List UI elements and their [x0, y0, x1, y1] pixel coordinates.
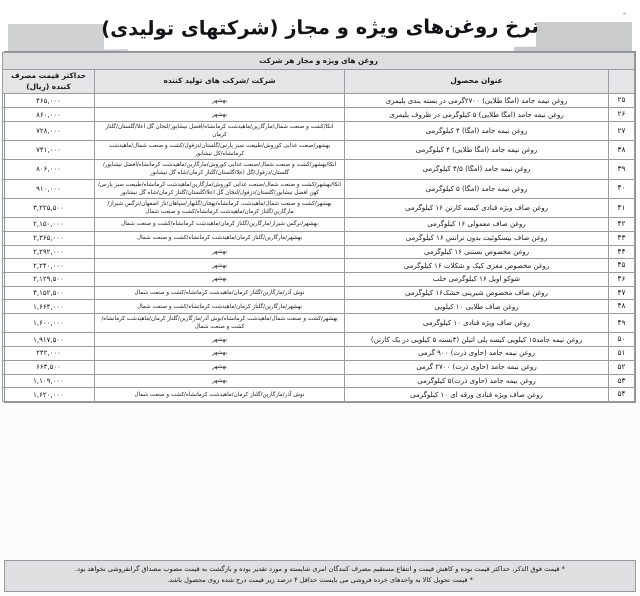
table-row	[3, 360, 635, 374]
row-price: ۷۲۸,۰۰۰	[3, 121, 95, 140]
scan-speck	[623, 12, 626, 15]
row-product-name: روغن نیمه جامد (حاوی ذرت)۵ کیلوگرمی	[345, 374, 609, 388]
row-price: ۸۶۰,۰۰۰	[3, 108, 95, 122]
table-row	[3, 108, 635, 122]
table-row	[3, 160, 635, 179]
table-row	[3, 141, 635, 160]
row-index: ۲۷	[609, 121, 635, 140]
table-row	[3, 198, 635, 217]
table-row	[3, 388, 635, 402]
row-product-name: روغن صاف بیسکوئیت بدون ترانس ۱۶ کیلوگرمی	[345, 231, 609, 245]
footer-note-2: * قیمت تحویل کالا به واحدهای خرده فروشی می بایست حداقل ۴ درصد زیر قیمت درج شده روی محصول باشد.	[167, 576, 473, 585]
row-company-list: انکا/کشت و صنعت شمال/مارگارین/ماهیدشت کرمانشاه/افضل نیشابور/لنجان گل اعلا/گلستان/گلناز کرمان	[95, 121, 345, 140]
row-product-name: روغن نیمه جامد (حاوی ذرت) ۹۰۰ گرمی	[345, 347, 609, 361]
footer-notes	[4, 560, 636, 592]
row-company-list: بهشهر/مارگارین/گلناز کرمان/ماهیدشت کرمانشاه/کشت و صنعت شمال	[95, 300, 345, 314]
row-price: ۷۴۱,۰۰۰	[3, 141, 95, 160]
row-product-name: روغن صاف ویژه قنادی کیسه کارتن ۱۶ کیلوگرمی	[345, 198, 609, 217]
table-row	[3, 272, 635, 286]
row-index: ۲۶	[609, 108, 635, 122]
row-product-name: روغن صاف معمولی ۱۶ کیلوگرمی	[345, 218, 609, 232]
row-company-list: بهشهر	[95, 347, 345, 361]
column-header-price: حداکثر قیمت مصرف کننده (ریال)	[3, 70, 95, 94]
row-product-name: روغن نیمه جامد (امگا طلایی) ۲۷۰۰گرمی در بسته بندی پلیمری	[345, 94, 609, 108]
row-index: ۴۹	[609, 314, 635, 333]
price-table	[2, 52, 635, 402]
row-price: ۳,۲۲۵,۵۰۰	[3, 198, 95, 217]
row-price: ۱,۱۰۹,۰۰۰	[3, 374, 95, 388]
row-company-list: بهشهر/مارگارین/گلناز کرمان/ماهیدشت کرمانشاه/کشت و صنعت شمال	[95, 231, 345, 245]
row-product-name: روغن نیمه جامد۱۵ کیلویی کیسه پلی اتیلن (۳بسته ۵ کیلویی در یک کارتن)	[345, 333, 609, 347]
column-header-company: شرکت /شرکت های تولید کننده	[95, 70, 345, 94]
row-product-name: روغن نیمه جامد (امگا) ۵ کیلوگرمی	[345, 179, 609, 198]
row-index: ۵۱	[609, 347, 635, 361]
row-price: ۱,۶۶۴,۰۰۰	[3, 300, 95, 314]
row-product-name: روغن صاف ویژه قنادی ورقه ای ۱۰ کیلوگرمی	[345, 388, 609, 402]
row-company-list: بهشهر/کشت و صنعت شمال/ماهیدشت کرمانشاه/بهجان/گلبهار/سپاهان/ناز اصفهان/نرگس شیراز/مارگارین/گلناز کرمان/ماهیدشت کرمانشاه/کشت و صنعت شمال	[95, 198, 345, 217]
footer-note-1: * قیمت فوق الذکر، حداکثر قیمت بوده و کاهش قیمت و انتفاع مستقیم مصرف کنندگان امری شایسته و مورد تقدیر بوده و بازگشت به قیمت مصوب مصداق گرانفروشی نخواهد بود.	[75, 564, 565, 573]
row-product-name: روغن صاف مخصوص شیرینی خشک۱۶ کیلوگرمی	[345, 286, 609, 300]
row-price: ۱,۹۱۷,۵۰۰	[3, 333, 95, 347]
row-company-list: بهشهر	[95, 259, 345, 273]
row-price: ۲,۱۲۹,۵۰۰	[3, 272, 95, 286]
table-row	[3, 374, 635, 388]
row-product-name: روغن نیمه جامد (امگا طلایی) ۴ کیلوگرمی	[345, 141, 609, 160]
column-header-product: عنوان محصول	[345, 70, 609, 94]
price-table-container	[4, 51, 636, 403]
row-product-name: روغن نیمه جامد (امگا طلایی) ۵ کیلوگرمی در ظروف پلیمری	[345, 108, 609, 122]
row-company-list: انکا/بهشهر/کشت و صنعت شمال/صنعت غذایی کوروش/مارگارین/ماهیدشت کرمانشاه/افضل نیشابور/گلستان/دزفول/گل اعلا/گلستان/گلناز کرمان/شاه گل نیشابور	[95, 160, 345, 179]
table-row	[3, 94, 635, 108]
row-index: ۴۵	[609, 259, 635, 273]
row-index: ۴۴	[609, 245, 635, 259]
title-plate	[101, 5, 539, 50]
row-price: ۲,۲۴۰,۰۰۰	[3, 259, 95, 273]
table-header-row	[3, 70, 635, 94]
row-company-list: بهشهر	[95, 272, 345, 286]
row-price: ۴,۱۵۲,۵۰۰	[3, 286, 95, 300]
row-product-name: روغن نیمه جامد (امگا) ۴/۵ کیلوگرمی	[345, 160, 609, 179]
row-product-name: روغن نیمه جامد (امگا) ۴ کیلوگرمی	[345, 121, 609, 140]
row-price: ۹۱۰,۰۰۰	[3, 179, 95, 198]
row-company-list: بهشهر/صنعت غذایی کوروش/طبیعت سبز پارس/گلستان/دزفول/کشت و صنعت شمال/ماهیدشت کرمانشاه/کل نیشابور	[95, 141, 345, 160]
table-row	[3, 333, 635, 347]
row-index: ۵۲	[609, 360, 635, 374]
table-row	[3, 347, 635, 361]
table-row	[3, 259, 635, 273]
row-price: ۱,۶۲۰,۰۰۰	[3, 388, 95, 402]
row-index: ۴۳	[609, 231, 635, 245]
row-index: ۴۱	[609, 198, 635, 217]
table-row	[3, 121, 635, 140]
row-price: ۲,۲۹۲,۰۰۰	[3, 245, 95, 259]
table-row	[3, 314, 635, 333]
row-price: ۱,۶۰۰,۰۰۰	[3, 314, 95, 333]
row-company-list: انکا/بهشهر/کشت و صنعت شمال/صنعت غذایی کوروش/مارگارین/ماهیدشت کرمانشاه/طبیعت سبز پارس/کهن افضل نیشابور/گلستان/دزفول/لنجان گل اعلا/گلستان/گلناز کرمان/شاه گل نیشابور	[95, 179, 345, 198]
table-body	[3, 53, 635, 402]
row-price: ۸۰۶,۰۰۰	[3, 160, 95, 179]
row-index: ۳۸	[609, 141, 635, 160]
table-subtitle-row	[3, 53, 635, 70]
row-company-list: بهشهر	[95, 245, 345, 259]
row-company-list: بهشهر	[95, 108, 345, 122]
row-company-list: بهشهر	[95, 374, 345, 388]
column-header-index	[609, 70, 635, 94]
table-row	[3, 286, 635, 300]
row-index: ۴۰	[609, 179, 635, 198]
title-banner	[0, 0, 640, 52]
row-price: ۲,۱۵۰,۰۰۰	[3, 218, 95, 232]
table-row	[3, 245, 635, 259]
row-product-name: روغن مخصوص مغزی کیک و شکلات ۱۶ کیلوگرمی	[345, 259, 609, 273]
row-index: ۴۲	[609, 218, 635, 232]
table-row	[3, 218, 635, 232]
row-index: ۵۴	[609, 388, 635, 402]
table-row	[3, 179, 635, 198]
row-price: ۲۴۲,۰۰۰	[3, 347, 95, 361]
row-price: ۲,۳۶۵,۰۰۰	[3, 231, 95, 245]
row-company-list: بهشهر	[95, 333, 345, 347]
table-row	[3, 231, 635, 245]
table-row	[3, 300, 635, 314]
row-company-list: بهشهر/کشت و صنعت شمال/ماهیدشت کرمانشاه/نوش آذر/مارگارین/گلناز کرمان/ماهیدشت کرمانشاه/کشت و صنعت شمال	[95, 314, 345, 333]
row-company-list: بهشهر	[95, 360, 345, 374]
row-price: ۴۶۵,۰۰۰	[3, 94, 95, 108]
row-index: ۴۶	[609, 272, 635, 286]
row-company-list: نوش آذر/مارگارین/گلناز کرمان/ماهیدشت کرمانشاه/کشت و صنعت شمال	[95, 286, 345, 300]
row-index: ۴۷	[609, 286, 635, 300]
row-company-list: نوش آذر/مارگارین/گلناز کرمان/ماهیدشت کرمانشاه/کشت و صنعت شمال	[95, 388, 345, 402]
row-company-list: بهشهر/نرگس شیراز/مارگارین/گلناز کرمان/ماهیدشت کرمانشاه/کشت و صنعت شمال	[95, 218, 345, 232]
row-product-name: شوکو اویل ۱۶ کیلوگرمی حلب	[345, 272, 609, 286]
row-product-name: روغن نیمه جامد (حاوی ذرت) ۲۷۰۰ گرمی	[345, 360, 609, 374]
row-product-name: روغن صاف ویژه قنادی ۱۰ کیلوگرمی	[345, 314, 609, 333]
row-index: ۵۳	[609, 374, 635, 388]
row-index: ۳۹	[609, 160, 635, 179]
page-title: نرخ روغن‌های ویژه و مجاز (شرکتهای تولیدی)	[101, 14, 539, 40]
row-index: ۲۵	[609, 94, 635, 108]
table-subtitle: روغن های ویژه و مجاز هر شرکت	[3, 53, 635, 70]
row-index: ۵۰	[609, 333, 635, 347]
row-company-list: بهشهر	[95, 94, 345, 108]
row-product-name: روغن صاف طلایی ۱۰ کیلویی	[345, 300, 609, 314]
row-product-name: روغن مخصوص بستنی ۱۶ کیلوگرمی	[345, 245, 609, 259]
row-price: ۶۶۴,۵۰۰	[3, 360, 95, 374]
row-index: ۴۸	[609, 300, 635, 314]
